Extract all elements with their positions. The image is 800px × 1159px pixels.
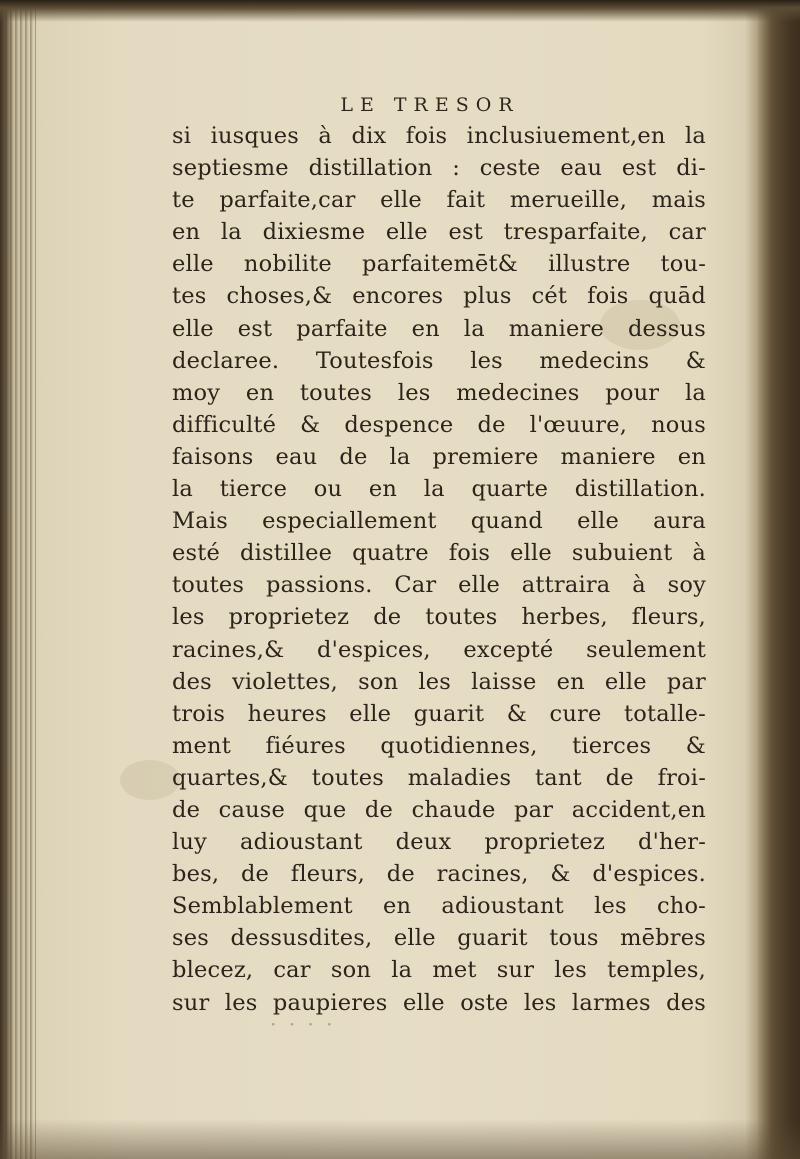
text-block (150, 92, 710, 1019)
text-line: en la dixiesme elle est tresparfaite, car (172, 219, 706, 246)
text-line: les proprietez de toutes herbes, fleurs, (172, 604, 706, 631)
text-line: esté distillee quatre fois elle subuient à (172, 540, 706, 567)
text-line: quartes,& toutes maladies tant de froi- (172, 764, 706, 791)
book-spine-edge (0, 0, 36, 1159)
text-line: difficulté & despence de l'œuure, nous (172, 411, 706, 438)
text-line: blecez, car son la met sur les temples, (172, 957, 706, 984)
text-line: luy adioustant deux proprietez d'her- (172, 829, 706, 856)
running-head: LE TRESOR (340, 94, 520, 116)
text-line: te parfaite,car elle fait merueille, mais (172, 187, 706, 214)
text-line: declaree. Toutesfois les medecins & (172, 347, 706, 374)
text-line: Semblablement en adioustant les cho- (172, 893, 706, 920)
text-line: elle est parfaite en la maniere dessus (172, 315, 706, 342)
text-line: moy en toutes les medecines pour la (172, 379, 706, 406)
book-fore-edge (758, 0, 800, 1159)
text-line: racines,& d'espices, excepté seulement (172, 636, 706, 663)
text-line: bes, de fleurs, de racines, & d'espices. (172, 861, 706, 888)
text-line: elle nobilite parfaitemēt& illustre tou- (172, 251, 706, 278)
top-shadow (0, 0, 800, 22)
bottom-shadow (0, 1119, 800, 1159)
text-line: trois heures elle guarit & cure totalle- (172, 700, 706, 727)
body-text (150, 120, 710, 1019)
text-line: ses dessusdites, elle guarit tous mēbres (172, 925, 706, 952)
text-line: ment fiéures quotidiennes, tierces & (172, 732, 706, 759)
text-line: des violettes, son les laisse en elle par (172, 668, 706, 695)
text-line: tes choses,& encores plus cét fois quād (172, 283, 706, 310)
text-line: faisons eau de la premiere maniere en (172, 443, 706, 470)
text-line: la tierce ou en la quarte distillation. (172, 476, 706, 503)
text-line: toutes passions. Car elle attraira à soy (172, 572, 706, 599)
text-line: sur les paupieres elle oste les larmes des (172, 989, 706, 1016)
text-line: si iusques à dix fois inclusiuement,en la (172, 123, 706, 149)
text-line: de cause que de chaude par accident,en (172, 796, 706, 823)
text-line: septiesme distillation : ceste eau est di- (172, 155, 706, 182)
ink-bleed-through: · · · · (270, 1012, 336, 1036)
text-line: Mais especiallement quand elle aura (172, 508, 706, 535)
